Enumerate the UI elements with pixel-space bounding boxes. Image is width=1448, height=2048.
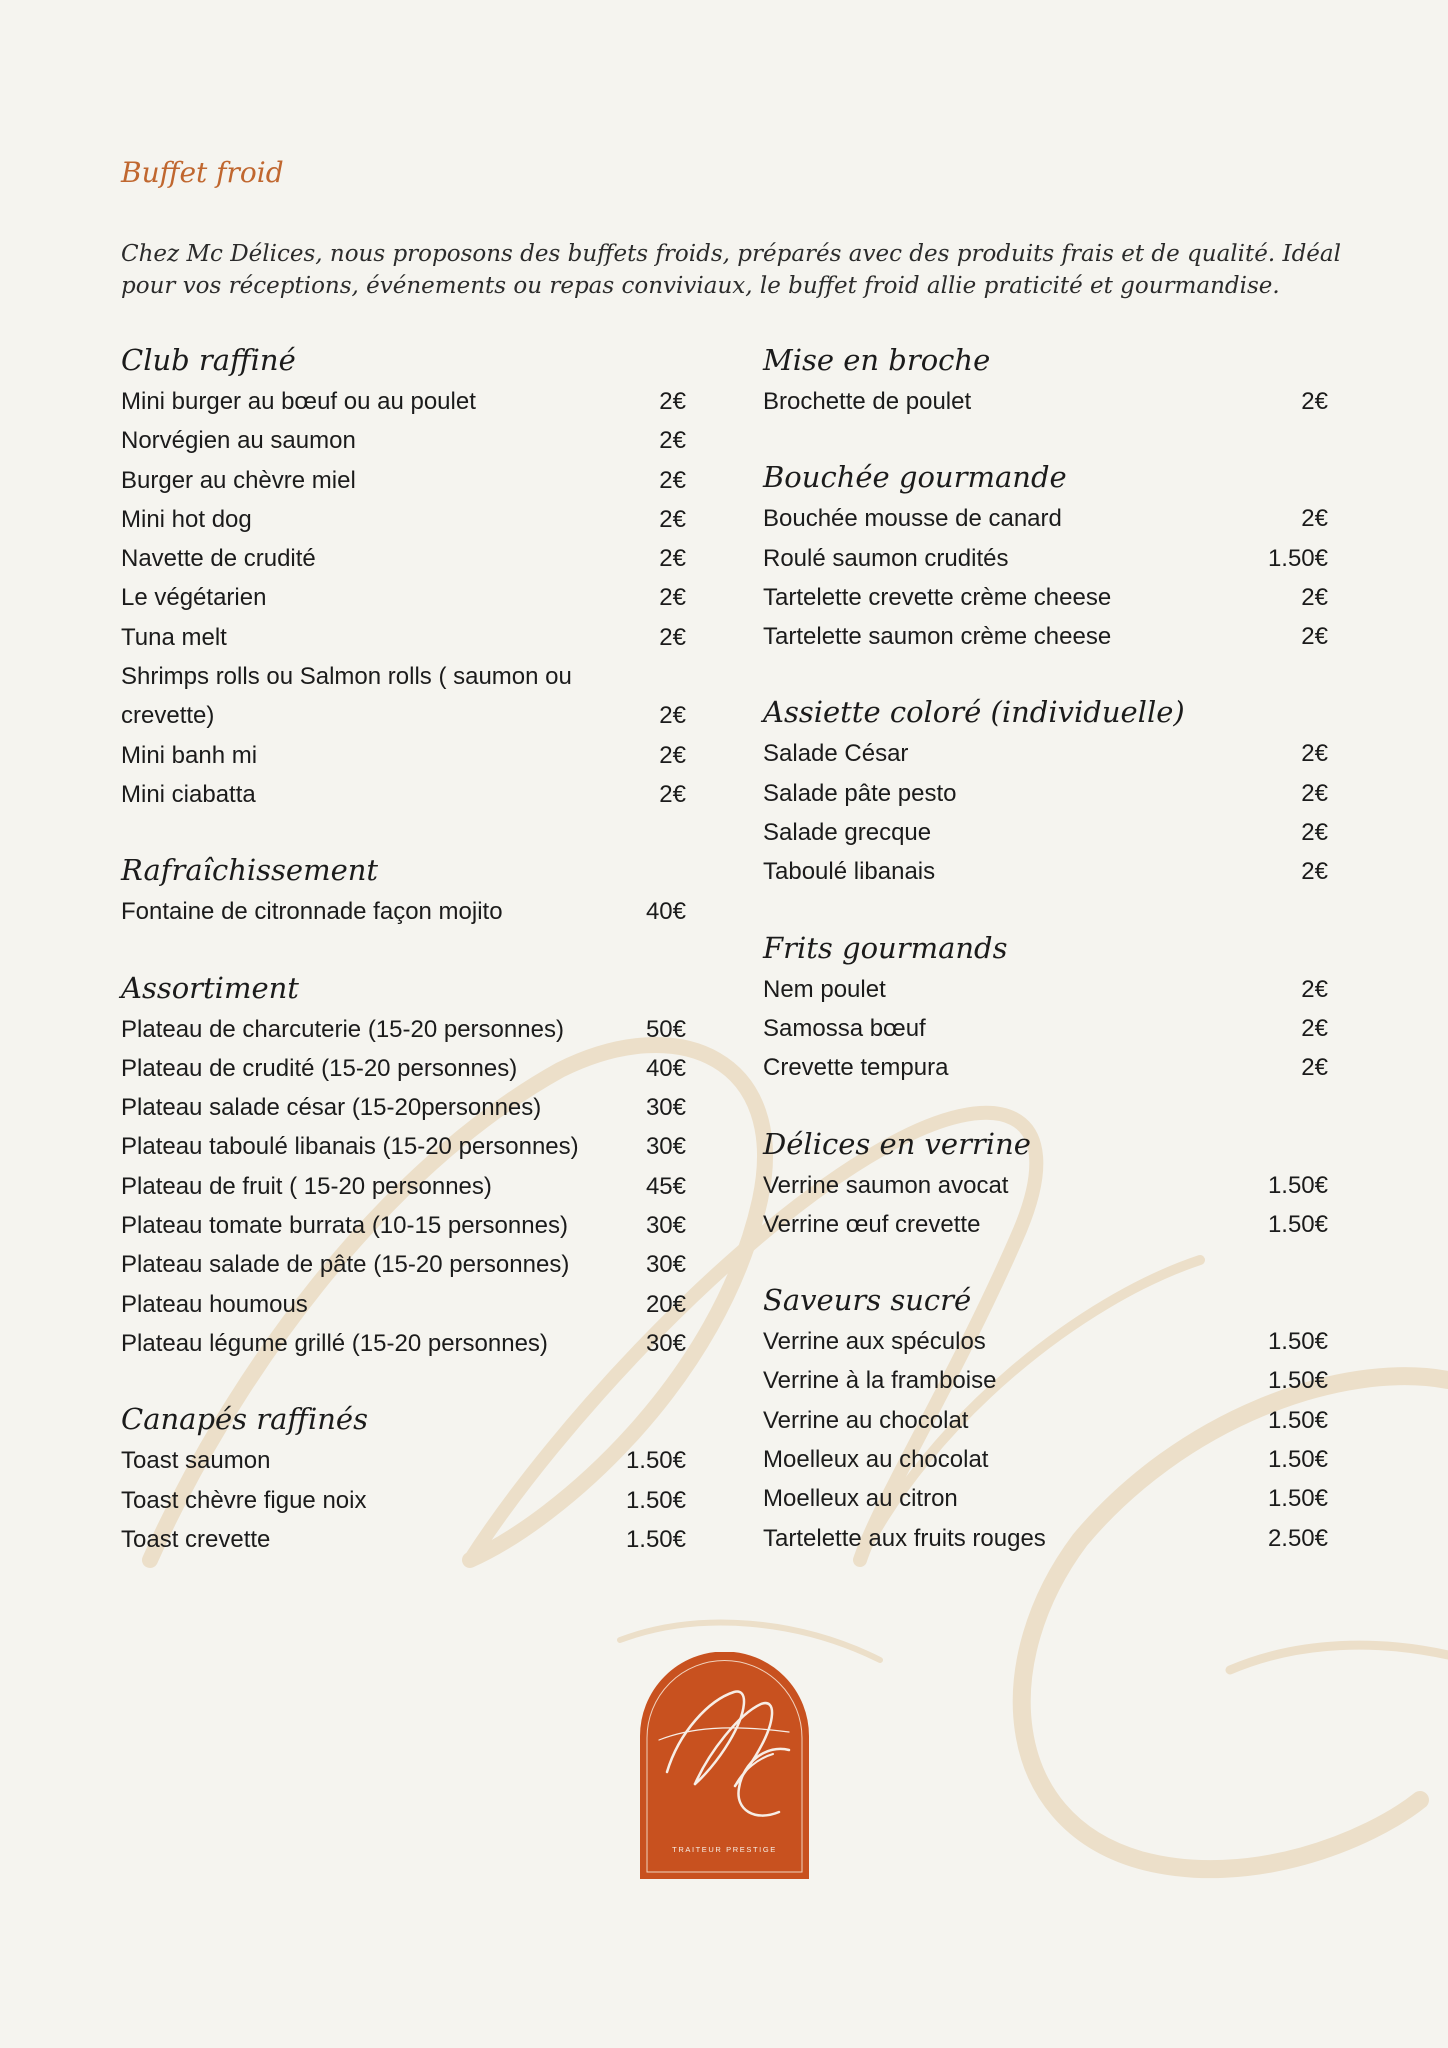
item-price: 2€ bbox=[1301, 740, 1328, 768]
item-name: Mini burger au bœuf ou au poulet bbox=[121, 388, 476, 415]
menu-item bbox=[763, 1440, 1328, 1479]
item-name: Norvégien au saumon bbox=[121, 427, 356, 455]
menu-section bbox=[121, 968, 686, 1364]
logo-tagline: TRAITEUR PRESTIGE bbox=[672, 1845, 777, 1854]
section-title: Canapés raffinés bbox=[121, 1402, 368, 1437]
item-price: 2.50€ bbox=[1267, 1524, 1328, 1552]
item-price: 30€ bbox=[645, 1133, 686, 1161]
section-title: Frits gourmands bbox=[763, 930, 1008, 965]
item-price: 50€ bbox=[645, 1015, 686, 1043]
menu-item bbox=[763, 578, 1328, 617]
item-name: Navette de crudité bbox=[121, 545, 316, 573]
item-name: Brochette de poulet bbox=[763, 388, 972, 415]
item-price: 2€ bbox=[1301, 1014, 1328, 1042]
menu-section bbox=[121, 340, 686, 814]
menu-item bbox=[763, 1519, 1328, 1558]
menu-item bbox=[763, 1166, 1328, 1205]
menu-item bbox=[763, 382, 1328, 421]
item-name: Verrine à la framboise bbox=[763, 1367, 997, 1395]
menu-item bbox=[763, 1401, 1328, 1440]
section-title: Saveurs sucré bbox=[763, 1283, 972, 1318]
item-name: Plateau de fruit ( 15-20 personnes) bbox=[121, 1172, 492, 1200]
item-price: 30€ bbox=[645, 1212, 686, 1240]
item-name: Toast saumon bbox=[121, 1447, 271, 1475]
item-price: 1.50€ bbox=[1267, 1485, 1328, 1513]
item-name: Moelleux au chocolat bbox=[763, 1446, 989, 1474]
item-price: 2€ bbox=[659, 427, 686, 455]
item-name: Nem poulet bbox=[763, 975, 886, 1003]
item-name: Mini hot dog bbox=[121, 505, 252, 533]
menu-item bbox=[763, 1205, 1328, 1244]
item-name: Mini ciabatta bbox=[121, 780, 256, 808]
menu-section bbox=[763, 928, 1328, 1088]
item-name: Tuna melt bbox=[121, 623, 227, 651]
item-name: Plateau de crudité (15-20 personnes) bbox=[121, 1054, 518, 1082]
section-title: Assortiment bbox=[121, 970, 299, 1005]
menu-item bbox=[121, 736, 686, 775]
item-price: 1.50€ bbox=[625, 1447, 686, 1475]
menu-item bbox=[763, 734, 1328, 773]
menu-item bbox=[121, 1441, 686, 1480]
item-price: 30€ bbox=[645, 1094, 686, 1122]
menu-item bbox=[121, 1285, 686, 1324]
item-name: Salade César bbox=[763, 740, 909, 768]
menu-item bbox=[121, 1049, 686, 1088]
item-price: 2€ bbox=[659, 702, 686, 730]
item-price: 1.50€ bbox=[1267, 1328, 1328, 1356]
menu-item bbox=[763, 499, 1328, 538]
item-price: 1.50€ bbox=[1267, 1406, 1328, 1434]
item-name: Taboulé libanais bbox=[763, 858, 936, 886]
item-price: 2€ bbox=[1301, 505, 1328, 533]
menu-item bbox=[763, 539, 1328, 578]
section-title: Mise en broche bbox=[763, 343, 991, 377]
item-price: 30€ bbox=[645, 1251, 686, 1279]
item-price: 2€ bbox=[1301, 388, 1328, 415]
item-name: Verrine aux spéculos bbox=[763, 1328, 986, 1356]
item-price: 1.50€ bbox=[1267, 1367, 1328, 1395]
item-name: Verrine au chocolat bbox=[763, 1406, 969, 1434]
menu-item bbox=[763, 1479, 1328, 1518]
item-name: Burger au chèvre miel bbox=[121, 466, 356, 494]
section-title: Club raffiné bbox=[121, 343, 296, 377]
menu-item bbox=[121, 657, 686, 736]
menu-item bbox=[121, 539, 686, 578]
menu-item bbox=[763, 1322, 1328, 1361]
item-name: Mini banh mi bbox=[121, 741, 258, 769]
item-price: 2€ bbox=[659, 780, 686, 808]
right-column bbox=[763, 340, 1328, 1594]
menu-item bbox=[121, 1206, 686, 1245]
menu-item bbox=[763, 813, 1328, 852]
menu-item bbox=[763, 774, 1328, 813]
mc-logo bbox=[639, 1652, 810, 1880]
item-price: 2€ bbox=[659, 466, 686, 494]
menu-item bbox=[763, 852, 1328, 891]
menu-section bbox=[121, 850, 686, 931]
menu-item bbox=[121, 775, 686, 814]
item-price: 40€ bbox=[645, 1054, 686, 1082]
menu-item bbox=[121, 1010, 686, 1049]
item-name: Verrine œuf crevette bbox=[763, 1210, 981, 1238]
item-name: Moelleux au citron bbox=[763, 1485, 958, 1513]
item-price: 1.50€ bbox=[1267, 1210, 1328, 1238]
item-name: Le végétarien bbox=[121, 584, 267, 612]
item-price: 1.50€ bbox=[1267, 1171, 1328, 1199]
section-title: Rafraîchissement bbox=[121, 853, 379, 888]
item-price: 30€ bbox=[645, 1329, 686, 1357]
menu-section bbox=[763, 1280, 1328, 1558]
item-name: Bouchée mousse de canard bbox=[763, 505, 1062, 533]
item-price: 2€ bbox=[1301, 623, 1328, 651]
item-name: Toast chèvre figue noix bbox=[121, 1486, 367, 1514]
menu-item bbox=[763, 1361, 1328, 1400]
item-price: 2€ bbox=[659, 505, 686, 533]
menu-section bbox=[763, 457, 1328, 656]
item-price: 2€ bbox=[1301, 779, 1328, 807]
item-name: Shrimps rolls ou Salmon rolls ( saumon ou crevette) bbox=[121, 663, 572, 730]
menu-item bbox=[121, 500, 686, 539]
page-title: Buffet froid bbox=[121, 156, 284, 189]
item-name: Tartelette aux fruits rouges bbox=[763, 1524, 1046, 1552]
item-name: Plateau de charcuterie (15-20 personnes) bbox=[121, 1015, 564, 1043]
item-price: 40€ bbox=[645, 898, 686, 926]
item-name: Verrine saumon avocat bbox=[763, 1171, 1009, 1199]
item-price: 45€ bbox=[645, 1172, 686, 1200]
item-name: Plateau tomate burrata (10-15 personnes) bbox=[121, 1212, 568, 1240]
item-price: 20€ bbox=[645, 1290, 686, 1318]
item-name: Tartelette saumon crème cheese bbox=[763, 623, 1112, 651]
section-title: Bouchée gourmande bbox=[763, 460, 1067, 495]
menu-item bbox=[763, 1009, 1328, 1048]
menu-item bbox=[121, 1167, 686, 1206]
item-price: 2€ bbox=[659, 584, 686, 612]
item-name: Samossa bœuf bbox=[763, 1014, 926, 1042]
item-name: Salade pâte pesto bbox=[763, 779, 957, 807]
menu-item bbox=[121, 1520, 686, 1559]
menu-item bbox=[121, 1088, 686, 1127]
item-name: Plateau légume grillé (15-20 personnes) bbox=[121, 1329, 548, 1357]
menu-item bbox=[121, 421, 686, 460]
item-price: 2€ bbox=[1301, 583, 1328, 611]
item-name: Roulé saumon crudités bbox=[763, 544, 1009, 572]
item-name: Plateau taboulé libanais (15-20 personnes) bbox=[121, 1133, 579, 1161]
section-title: Assiette coloré (individuelle) bbox=[763, 695, 1185, 730]
menu-item bbox=[763, 617, 1328, 656]
intro-paragraph: Chez Mc Délices, nous proposons des buffets froids, préparés avec des produits frais et de qualité. Idéal pour vos réceptions, événements ou repas conviviaux, le buffet froid allie praticité et gourmandise. bbox=[121, 241, 1341, 299]
item-price: 1.50€ bbox=[1267, 1446, 1328, 1474]
menu-section bbox=[763, 340, 1328, 421]
item-price: 1.50€ bbox=[625, 1486, 686, 1514]
menu-item bbox=[121, 1324, 686, 1363]
item-price: 2€ bbox=[1301, 858, 1328, 886]
item-name: Fontaine de citronnade façon mojito bbox=[121, 898, 503, 926]
menu-item bbox=[121, 892, 686, 931]
item-name: Plateau salade césar (15-20personnes) bbox=[121, 1094, 542, 1122]
item-name: Salade grecque bbox=[763, 819, 932, 847]
menu-item bbox=[121, 461, 686, 500]
menu-item bbox=[121, 382, 686, 421]
left-column bbox=[121, 340, 686, 1595]
item-price: 1.50€ bbox=[625, 1525, 686, 1553]
menu-item bbox=[121, 1127, 686, 1166]
menu-item bbox=[121, 578, 686, 617]
item-price: 2€ bbox=[659, 623, 686, 651]
item-name: Plateau salade de pâte (15-20 personnes) bbox=[121, 1251, 570, 1279]
item-name: Plateau houmous bbox=[121, 1290, 308, 1318]
menu-item bbox=[763, 1048, 1328, 1087]
section-title: Délices en verrine bbox=[763, 1126, 1031, 1161]
item-price: 2€ bbox=[1301, 1054, 1328, 1082]
menu-item bbox=[121, 1245, 686, 1284]
item-name: Toast crevette bbox=[121, 1525, 271, 1553]
menu-section bbox=[763, 692, 1328, 891]
item-name: Tartelette crevette crème cheese bbox=[763, 583, 1112, 611]
menu-item bbox=[121, 618, 686, 657]
item-price: 1.50€ bbox=[1267, 544, 1328, 572]
item-price: 2€ bbox=[1301, 819, 1328, 847]
item-price: 2€ bbox=[659, 388, 686, 415]
item-price: 2€ bbox=[1301, 975, 1328, 1003]
menu-item bbox=[121, 1481, 686, 1520]
menu-section bbox=[121, 1399, 686, 1559]
menu-item bbox=[763, 970, 1328, 1009]
item-price: 2€ bbox=[659, 741, 686, 769]
menu-section bbox=[763, 1124, 1328, 1245]
item-price: 2€ bbox=[659, 545, 686, 573]
item-name: Crevette tempura bbox=[763, 1054, 949, 1082]
